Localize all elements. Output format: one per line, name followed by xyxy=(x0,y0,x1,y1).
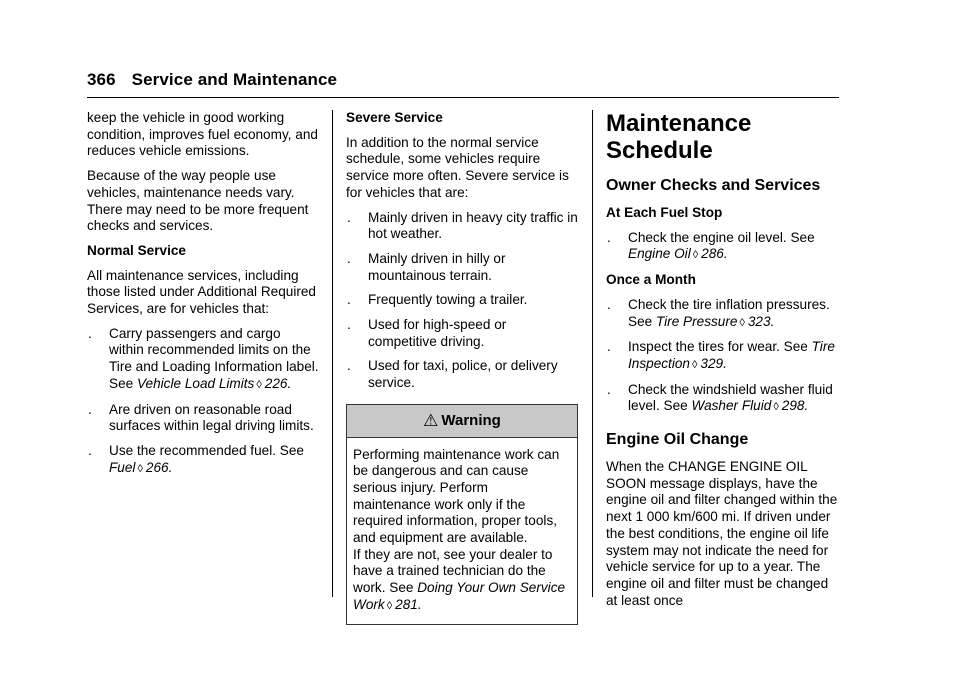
column-divider xyxy=(332,110,333,597)
list-item: . Check the engine oil level. See Engine Oil ◊ 286. xyxy=(607,229,815,262)
page-reference[interactable]: 226 xyxy=(264,375,288,391)
list-item: . Mainly driven in hilly or mountainous terrain. xyxy=(347,250,506,283)
bullet: . xyxy=(607,381,611,397)
warning-title: Warning xyxy=(441,411,501,429)
page-reference[interactable]: 323 xyxy=(747,313,771,329)
list-item: . Check the windshield washer fluid level. See Washer Fluid ◊ 298. xyxy=(607,381,833,414)
bullet: . xyxy=(347,317,351,333)
reference-arrow-icon: ◊ xyxy=(256,378,262,391)
cross-reference-link[interactable]: Washer Fluid xyxy=(691,398,772,414)
column-right xyxy=(606,110,841,617)
section-heading-maintenance-schedule: Maintenance Schedule xyxy=(606,110,752,164)
paragraph: keep the vehicle in good working condition, improves fuel economy, and reduces vehicle emissions. xyxy=(87,110,318,159)
bullet: . xyxy=(88,325,92,341)
paragraph: Because of the way people use vehicles, maintenance needs vary. There may need to be more frequent checks and services. xyxy=(87,168,309,234)
column-left xyxy=(87,110,319,485)
reference-arrow-icon: ◊ xyxy=(773,401,779,414)
header-rule xyxy=(87,97,839,98)
subheading-once-a-month: Once a Month xyxy=(606,272,696,288)
section-title: Service and Maintenance xyxy=(131,70,338,89)
bullet: . xyxy=(347,292,351,308)
subheading-normal-service: Normal Service xyxy=(87,242,186,258)
page-header xyxy=(87,70,337,90)
column-middle xyxy=(346,110,578,625)
subheading-fuel-stop: At Each Fuel Stop xyxy=(606,205,723,220)
bullet: . xyxy=(88,401,92,417)
list-item: . Used for taxi, police, or delivery service. xyxy=(347,358,558,391)
bullet: . xyxy=(607,296,611,312)
page-reference[interactable]: 281 xyxy=(395,596,418,612)
page-number: 366 xyxy=(87,70,116,89)
page-reference[interactable]: 329 xyxy=(700,355,724,371)
bullet: . xyxy=(347,250,351,266)
column-divider xyxy=(592,110,593,597)
heading-engine-oil-change: Engine Oil Change xyxy=(606,431,749,449)
bullet: . xyxy=(347,209,351,225)
bullet: . xyxy=(88,442,92,458)
reference-arrow-icon: ◊ xyxy=(739,316,745,329)
list-item: . Frequently towing a trailer. xyxy=(347,292,528,308)
reference-arrow-icon: ◊ xyxy=(691,358,698,371)
list-item: . Used for high-speed or competitive driving. xyxy=(347,317,507,349)
list-item: . Use the recommended fuel. See Fuel ◊ 266. xyxy=(88,442,304,475)
reference-arrow-icon: ◊ xyxy=(137,462,143,475)
warning-header xyxy=(347,405,577,438)
list-item: . Are driven on reasonable road surfaces within legal driving limits. xyxy=(88,401,314,434)
page-reference[interactable]: 298 xyxy=(781,398,805,414)
cross-reference-link[interactable]: Engine Oil xyxy=(628,246,691,262)
page-reference[interactable]: 266 xyxy=(145,459,169,475)
warning-icon: ⚠ xyxy=(423,410,439,430)
cross-reference-link[interactable]: Vehicle Load Limits xyxy=(136,375,255,391)
page-reference[interactable]: 286 xyxy=(701,246,724,262)
bullet: . xyxy=(607,229,611,245)
list-item: . Check the tire inflation pressures. See Tire Pressure ◊ 323. xyxy=(607,296,830,329)
list-item: . Carry passengers and cargo within recommended limits on the Tire and Loading Information label. See Vehicle Load Limits ◊ 226. xyxy=(88,325,319,391)
paragraph: All maintenance services, including those listed under Additional Required Services, are for vehicles that: xyxy=(87,267,316,317)
cross-reference-link[interactable]: Fuel xyxy=(109,459,136,475)
subheading-severe-service: Severe Service xyxy=(346,110,443,125)
list-item: . Inspect the tires for wear. See Tire Inspection ◊ 329. xyxy=(607,339,835,371)
warning-body: Performing maintenance work can be dangerous and can cause serious injury. Perform maintenance work only if the required information, proper tools, and equipment are available. If they are not, see your dealer to have a trained technician do the work. See Doing Your Own Service Work ◊ 281. xyxy=(353,446,566,612)
reference-arrow-icon: ◊ xyxy=(692,249,699,262)
cross-reference-link[interactable]: Tire Inspection xyxy=(628,339,835,371)
cross-reference-link[interactable]: Doing Your Own Service Work xyxy=(353,580,566,612)
heading-owner-checks: Owner Checks and Services xyxy=(606,177,821,194)
paragraph: When the CHANGE ENGINE OIL SOON message displays, have the engine oil and filter changed within the next 1 000 km/600 mi. If driven under the best conditions, the engine oil life system may not indicate the need for vehicle service for up to a year. The engine oil and filter must be changed at least once xyxy=(606,459,838,608)
warning-box xyxy=(346,404,578,625)
list-item: . Mainly driven in heavy city traffic in hot weather. xyxy=(347,209,578,242)
cross-reference-link[interactable]: Tire Pressure xyxy=(655,313,738,329)
reference-arrow-icon: ◊ xyxy=(386,599,393,612)
bullet: . xyxy=(347,358,351,374)
bullet: . xyxy=(607,339,611,355)
paragraph: In addition to the normal service schedule, some vehicles require service more often. Severe service is for vehicles that are: xyxy=(346,134,569,200)
